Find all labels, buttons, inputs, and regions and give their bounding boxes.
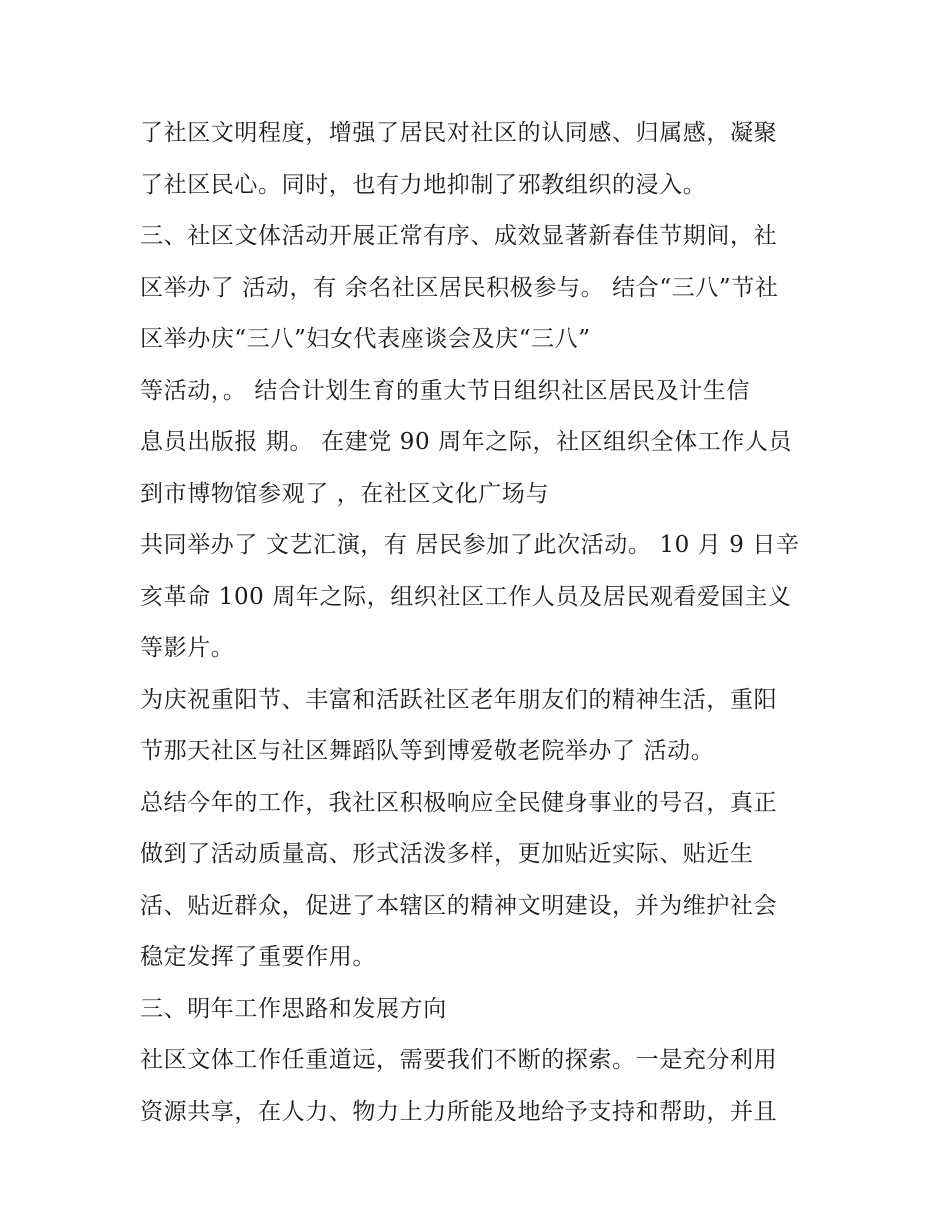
text-line: 做到了活动质量高、形式活泼多样，更加贴近实际、贴近生: [140, 841, 754, 867]
document-body: [140, 108, 830, 1138]
text-line: 亥革命 100 周年之际，组织社区工作人员及居民观看爱国主义: [140, 583, 792, 610]
section-heading-line: 三、社区文体活动开展正常有序、成效显著新春佳节期间，社: [140, 223, 778, 249]
text-line: 区举办庆“三八”妇女代表座谈会及庆“三八”: [140, 326, 591, 352]
text-line: 为庆祝重阳节、丰富和活跃社区老年朋友们的精神生活，重阳: [140, 686, 778, 713]
text-line: 息员出版报 期。 在建党 90 周年之际，社区组织全体工作人员: [140, 429, 793, 455]
text-line: 资源共享，在人力、物力上力所能及地给予支持和帮助，并且: [140, 1098, 778, 1125]
text-line: 了社区文明程度，增强了居民对社区的认同感、归属感，凝聚: [140, 120, 778, 146]
text-line: 了社区民心。同时，也有力地抑制了邪教组织的浸入。: [140, 171, 707, 198]
text-line: 社区文体工作任重道远，需要我们不断的探索。一是充分利用: [140, 1047, 778, 1073]
text-line: 稳定发挥了重要作用。: [140, 944, 376, 970]
text-line: 共同举办了 文艺汇演，有 居民参加了此次活动。 10 月 9 日辛: [140, 532, 800, 558]
text-line: 活、贴近群众，促进了本辖区的精神文明建设，并为维护社会: [140, 892, 778, 919]
text-line: 等影片。: [140, 635, 235, 661]
text-line: 总结今年的工作，我社区积极响应全民健身事业的号召，真正: [140, 789, 778, 816]
text-line: 区举办了 活动，有 余名社区居民积极参与。 结合“三八”节社: [140, 274, 779, 301]
text-line: 等活动，。 结合计划生育的重大节日组织社区居民及计生信: [140, 377, 751, 404]
section-heading-line: 三、明年工作思路和发展方向: [140, 995, 447, 1022]
text-line: 节那天社区与社区舞蹈队等到博爱敬老院举办了 活动。: [140, 738, 715, 764]
text-line: 到市博物馆参观了 ，在社区文化广场与: [140, 480, 550, 507]
